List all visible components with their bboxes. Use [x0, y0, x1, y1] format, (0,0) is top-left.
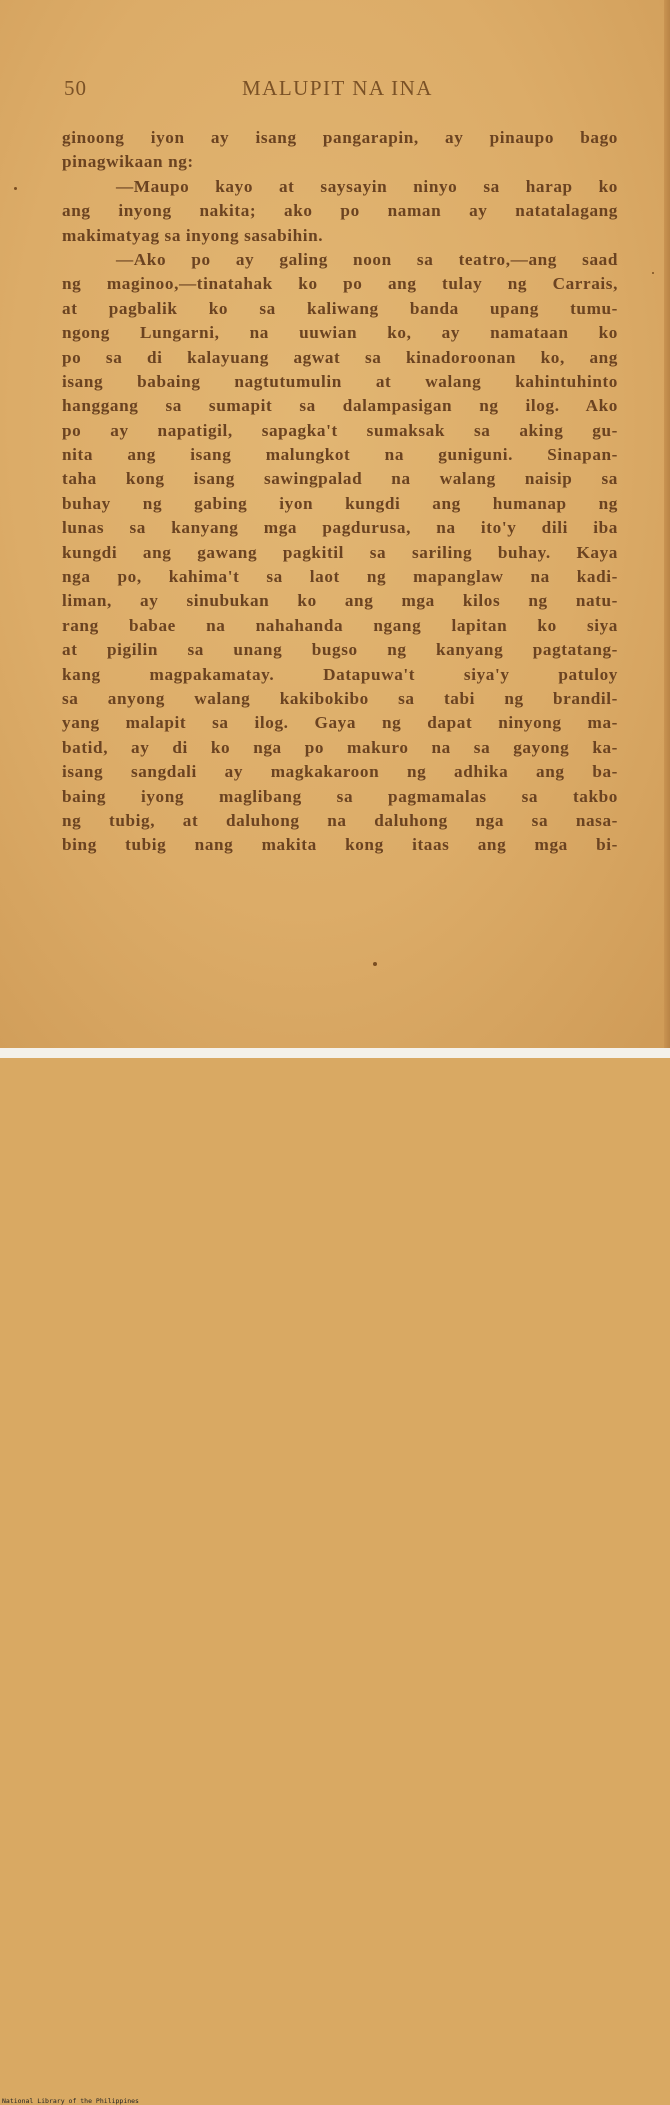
scan-footer-strip [0, 1048, 670, 2105]
text-line: isang sangdali ay magkakaroon ng adhika ang ba- [62, 762, 618, 782]
text-line: —Ako po ay galing noon sa teatro,—ang saad [116, 249, 618, 269]
text-line: ng tubig, at daluhong na daluhong nga sa nasa- [62, 810, 618, 830]
text-line: po sa di kalayuang agwat sa kinadoroonan ko, ang [62, 347, 618, 367]
page-header [64, 76, 620, 106]
text-line: ng maginoo,—tinatahak ko po ang tulay ng Carrais, [62, 274, 618, 294]
text-line: po ay napatigil, sapagka't sumaksak sa aking gu- [62, 420, 618, 440]
text-line: rang babae na nahahanda ngang lapitan ko siya [62, 615, 618, 635]
text-line: —Maupo kayo at saysayin ninyo sa harap ko [116, 176, 618, 196]
text-line: batid, ay di ko nga po makuro na sa gayong ka- [62, 737, 618, 757]
text-line: ngong Lungarni, na uuwian ko, ay namataan ko [62, 323, 618, 343]
book-page [0, 0, 670, 1048]
text-line: bing tubig nang makita kong itaas ang mga bi- [62, 835, 618, 855]
text-line: nga po, kahima't sa laot ng mapanglaw na kadi- [62, 567, 618, 587]
text-line: baing iyong maglibang sa pagmamalas sa takbo [62, 786, 618, 806]
text-line: at pagbalik ko sa kaliwang banda upang tumu- [62, 298, 618, 318]
text-line: nita ang isang malungkot na guniguni. Sinapan- [62, 445, 618, 465]
text-line: ang inyong nakita; ako po naman ay natatalagang [62, 201, 618, 221]
body-text [62, 126, 618, 858]
paper-speck [14, 187, 17, 190]
text-line: at pigilin sa unang bugso ng kanyang pagtatang- [62, 640, 618, 660]
page-number: 50 [64, 76, 87, 100]
text-line: isang babaing nagtutumulin at walang kahintuhinto [62, 371, 618, 391]
text-line: lunas sa kanyang mga pagdurusa, na ito'y dili iba [62, 518, 618, 538]
paper-speck [373, 962, 377, 966]
text-line: buhay ng gabing iyon kungdi ang humanap ng [62, 493, 618, 513]
paper-speck [652, 272, 654, 274]
text-line: kungdi ang gawang pagkitil sa sariling buhay. Kaya [62, 542, 618, 562]
scan-credit: National Library of the Philippines [2, 2097, 139, 2105]
text-line: sa anyong walang kakibokibo sa tabi ng brandil- [62, 688, 618, 708]
text-line: hanggang sa sumapit sa dalampasigan ng ilog. Ako [62, 396, 618, 416]
running-title: MALUPIT NA INA [242, 76, 433, 100]
text-line: liman, ay sinubukan ko ang mga kilos ng natu- [62, 591, 618, 611]
text-line: taha kong isang sawingpalad na walang naisip sa [62, 469, 618, 489]
page-edge [664, 0, 670, 1048]
text-line: yang malapit sa ilog. Gaya ng dapat ninyong ma- [62, 713, 618, 733]
text-line: kang magpakamatay. Datapuwa't siya'y patuloy [62, 664, 618, 684]
text-line: makimatyag sa inyong sasabihin. [62, 225, 324, 245]
text-line: pinagwikaan ng: [62, 152, 194, 172]
text-line: ginoong iyon ay isang pangarapin, ay pinaupo bago [62, 128, 618, 147]
